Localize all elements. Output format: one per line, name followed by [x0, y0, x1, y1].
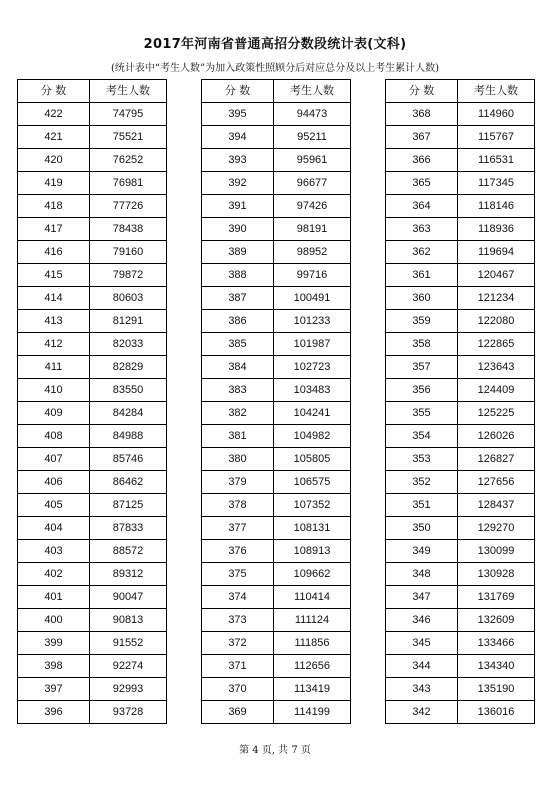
table-row	[202, 218, 351, 241]
table-row	[202, 586, 351, 609]
table-row	[18, 678, 167, 701]
score-cell: 378	[202, 494, 274, 517]
table-row	[202, 632, 351, 655]
score-cell: 396	[18, 701, 90, 724]
count-cell: 127656	[458, 471, 535, 494]
score-cell: 393	[202, 149, 274, 172]
count-cell: 94473	[274, 103, 351, 126]
score-cell: 345	[386, 632, 458, 655]
table-row	[18, 333, 167, 356]
count-cell: 119694	[458, 241, 535, 264]
score-cell: 348	[386, 563, 458, 586]
table-row	[386, 425, 535, 448]
score-cell: 391	[202, 195, 274, 218]
count-cell: 109662	[274, 563, 351, 586]
count-cell: 98952	[274, 241, 351, 264]
table-row	[18, 195, 167, 218]
count-cell: 79160	[90, 241, 167, 264]
count-cell: 111124	[274, 609, 351, 632]
count-cell: 105805	[274, 448, 351, 471]
count-cell: 107352	[274, 494, 351, 517]
table-row	[18, 126, 167, 149]
count-cell: 80603	[90, 287, 167, 310]
score-cell: 368	[386, 103, 458, 126]
score-cell: 385	[202, 333, 274, 356]
count-cell: 101233	[274, 310, 351, 333]
count-cell: 115767	[458, 126, 535, 149]
score-cell: 350	[386, 517, 458, 540]
table-row	[386, 402, 535, 425]
count-cell: 92993	[90, 678, 167, 701]
page-subtitle: (统计表中“考生人数”为加入政策性照顾分后对应总分及以上考生累计人数)	[110, 63, 440, 74]
table-row	[202, 287, 351, 310]
table-row	[386, 333, 535, 356]
table-row	[18, 632, 167, 655]
table-row	[202, 655, 351, 678]
score-cell: 370	[202, 678, 274, 701]
table-row	[202, 103, 351, 126]
score-cell: 377	[202, 517, 274, 540]
count-cell: 114960	[458, 103, 535, 126]
score-table-3	[385, 79, 535, 724]
score-cell: 353	[386, 448, 458, 471]
table-row	[386, 218, 535, 241]
score-cell: 343	[386, 678, 458, 701]
score-table-1	[17, 79, 167, 724]
score-cell: 412	[18, 333, 90, 356]
score-cell: 352	[386, 471, 458, 494]
score-table-2	[201, 79, 351, 724]
score-cell: 362	[386, 241, 458, 264]
score-cell: 395	[202, 103, 274, 126]
count-cell: 108131	[274, 517, 351, 540]
count-cell: 92274	[90, 655, 167, 678]
table-row	[386, 379, 535, 402]
count-cell: 82829	[90, 356, 167, 379]
count-cell: 133466	[458, 632, 535, 655]
score-cell: 392	[202, 172, 274, 195]
score-cell: 344	[386, 655, 458, 678]
score-cell: 404	[18, 517, 90, 540]
table-row	[202, 471, 351, 494]
table-row	[202, 310, 351, 333]
count-cell: 103483	[274, 379, 351, 402]
score-cell: 386	[202, 310, 274, 333]
table-row	[18, 103, 167, 126]
count-cell: 104982	[274, 425, 351, 448]
score-cell: 394	[202, 126, 274, 149]
header-count: 考生人数	[90, 80, 167, 103]
score-cell: 389	[202, 241, 274, 264]
table-row	[386, 678, 535, 701]
count-cell: 116531	[458, 149, 535, 172]
count-cell: 88572	[90, 540, 167, 563]
score-cell: 416	[18, 241, 90, 264]
count-cell: 86462	[90, 471, 167, 494]
score-cell: 346	[386, 609, 458, 632]
score-cell: 364	[386, 195, 458, 218]
count-cell: 81291	[90, 310, 167, 333]
table-row	[202, 379, 351, 402]
count-cell: 87833	[90, 517, 167, 540]
table-row	[202, 609, 351, 632]
score-cell: 351	[386, 494, 458, 517]
table-row	[202, 241, 351, 264]
table-row	[18, 379, 167, 402]
score-cell: 411	[18, 356, 90, 379]
count-cell: 76981	[90, 172, 167, 195]
table-row	[386, 264, 535, 287]
count-cell: 108913	[274, 540, 351, 563]
table-row	[386, 494, 535, 517]
table-row	[386, 448, 535, 471]
count-cell: 126026	[458, 425, 535, 448]
count-cell: 75521	[90, 126, 167, 149]
score-cell: 379	[202, 471, 274, 494]
table-row	[202, 494, 351, 517]
score-cell: 363	[386, 218, 458, 241]
table-row	[18, 287, 167, 310]
table-row	[386, 287, 535, 310]
count-cell: 123643	[458, 356, 535, 379]
score-cell: 366	[386, 149, 458, 172]
count-cell: 112656	[274, 655, 351, 678]
count-cell: 97426	[274, 195, 351, 218]
score-cell: 380	[202, 448, 274, 471]
score-cell: 374	[202, 586, 274, 609]
score-cell: 422	[18, 103, 90, 126]
count-cell: 77726	[90, 195, 167, 218]
count-cell: 134340	[458, 655, 535, 678]
table-row	[386, 563, 535, 586]
page-footer: 第 4 页, 共 7 页	[239, 745, 311, 756]
table-row	[202, 678, 351, 701]
count-cell: 132609	[458, 609, 535, 632]
table-row	[386, 310, 535, 333]
table-row	[18, 701, 167, 724]
table-row	[18, 149, 167, 172]
count-cell: 117345	[458, 172, 535, 195]
table-row	[386, 103, 535, 126]
table-row	[18, 655, 167, 678]
table-header-row	[202, 80, 351, 103]
count-cell: 122865	[458, 333, 535, 356]
score-cell: 371	[202, 655, 274, 678]
count-cell: 124409	[458, 379, 535, 402]
table-row	[386, 701, 535, 724]
count-cell: 95211	[274, 126, 351, 149]
table-row	[202, 540, 351, 563]
score-cell: 381	[202, 425, 274, 448]
table-row	[18, 264, 167, 287]
count-cell: 126827	[458, 448, 535, 471]
table-row	[386, 632, 535, 655]
score-cell: 401	[18, 586, 90, 609]
table-row	[18, 471, 167, 494]
count-cell: 104241	[274, 402, 351, 425]
score-cell: 356	[386, 379, 458, 402]
table-header-row	[18, 80, 167, 103]
score-cell: 397	[18, 678, 90, 701]
table-row	[18, 218, 167, 241]
score-cell: 355	[386, 402, 458, 425]
count-cell: 79872	[90, 264, 167, 287]
score-cell: 409	[18, 402, 90, 425]
count-cell: 129270	[458, 517, 535, 540]
table-row	[202, 149, 351, 172]
score-cell: 361	[386, 264, 458, 287]
table-row	[18, 402, 167, 425]
table-row	[202, 333, 351, 356]
score-cell: 367	[386, 126, 458, 149]
score-cell: 342	[386, 701, 458, 724]
score-cell: 360	[386, 287, 458, 310]
count-cell: 125225	[458, 402, 535, 425]
table-row	[202, 448, 351, 471]
score-cell: 405	[18, 494, 90, 517]
table-row	[386, 609, 535, 632]
count-cell: 90047	[90, 586, 167, 609]
page-title: 2017年河南省普通高招分数段统计表(文科)	[143, 37, 407, 52]
table-row	[386, 149, 535, 172]
count-cell: 128437	[458, 494, 535, 517]
table-row	[18, 517, 167, 540]
table-row	[386, 356, 535, 379]
table-row	[18, 540, 167, 563]
count-cell: 96677	[274, 172, 351, 195]
table-row	[386, 517, 535, 540]
score-cell: 398	[18, 655, 90, 678]
table-row	[202, 517, 351, 540]
score-cell: 414	[18, 287, 90, 310]
table-row	[202, 172, 351, 195]
count-cell: 120467	[458, 264, 535, 287]
table-row	[386, 172, 535, 195]
score-cell: 354	[386, 425, 458, 448]
count-cell: 113419	[274, 678, 351, 701]
table-row	[18, 356, 167, 379]
count-cell: 78438	[90, 218, 167, 241]
table-row	[386, 241, 535, 264]
count-cell: 82033	[90, 333, 167, 356]
header-score: 分 数	[202, 80, 274, 103]
table-row	[202, 126, 351, 149]
count-cell: 111856	[274, 632, 351, 655]
score-cell: 408	[18, 425, 90, 448]
table-row	[18, 310, 167, 333]
score-cell: 388	[202, 264, 274, 287]
header-count: 考生人数	[274, 80, 351, 103]
score-cell: 399	[18, 632, 90, 655]
score-cell: 421	[18, 126, 90, 149]
table-row	[202, 264, 351, 287]
table-header-row	[386, 80, 535, 103]
table-row	[386, 126, 535, 149]
score-cell: 372	[202, 632, 274, 655]
count-cell: 89312	[90, 563, 167, 586]
score-cell: 349	[386, 540, 458, 563]
count-cell: 100491	[274, 287, 351, 310]
count-cell: 131769	[458, 586, 535, 609]
count-cell: 76252	[90, 149, 167, 172]
table-row	[202, 701, 351, 724]
count-cell: 85746	[90, 448, 167, 471]
count-cell: 83550	[90, 379, 167, 402]
score-cell: 415	[18, 264, 90, 287]
score-cell: 406	[18, 471, 90, 494]
count-cell: 130928	[458, 563, 535, 586]
score-cell: 413	[18, 310, 90, 333]
table-row	[18, 241, 167, 264]
score-cell: 382	[202, 402, 274, 425]
score-cell: 402	[18, 563, 90, 586]
count-cell: 98191	[274, 218, 351, 241]
table-row	[386, 195, 535, 218]
header-score: 分 数	[386, 80, 458, 103]
score-cell: 410	[18, 379, 90, 402]
score-cell: 376	[202, 540, 274, 563]
score-cell: 359	[386, 310, 458, 333]
count-cell: 110414	[274, 586, 351, 609]
count-cell: 84284	[90, 402, 167, 425]
count-cell: 118146	[458, 195, 535, 218]
count-cell: 122080	[458, 310, 535, 333]
score-cell: 369	[202, 701, 274, 724]
count-cell: 130099	[458, 540, 535, 563]
table-row	[18, 563, 167, 586]
count-cell: 74795	[90, 103, 167, 126]
score-cell: 375	[202, 563, 274, 586]
count-cell: 135190	[458, 678, 535, 701]
score-cell: 419	[18, 172, 90, 195]
score-cell: 347	[386, 586, 458, 609]
table-row	[18, 425, 167, 448]
score-cell: 387	[202, 287, 274, 310]
table-row	[202, 402, 351, 425]
count-cell: 90813	[90, 609, 167, 632]
count-cell: 102723	[274, 356, 351, 379]
table-row	[386, 540, 535, 563]
table-row	[18, 494, 167, 517]
score-cell: 365	[386, 172, 458, 195]
count-cell: 101987	[274, 333, 351, 356]
count-cell: 93728	[90, 701, 167, 724]
table-row	[18, 172, 167, 195]
score-cell: 403	[18, 540, 90, 563]
count-cell: 87125	[90, 494, 167, 517]
count-cell: 106575	[274, 471, 351, 494]
score-cell: 418	[18, 195, 90, 218]
count-cell: 99716	[274, 264, 351, 287]
header-score: 分 数	[18, 80, 90, 103]
score-cell: 384	[202, 356, 274, 379]
count-cell: 121234	[458, 287, 535, 310]
score-cell: 407	[18, 448, 90, 471]
table-row	[386, 471, 535, 494]
table-row	[202, 356, 351, 379]
score-cell: 417	[18, 218, 90, 241]
count-cell: 118936	[458, 218, 535, 241]
table-row	[18, 448, 167, 471]
score-cell: 357	[386, 356, 458, 379]
count-cell: 136016	[458, 701, 535, 724]
score-cell: 390	[202, 218, 274, 241]
table-row	[18, 586, 167, 609]
table-row	[386, 655, 535, 678]
score-cell: 400	[18, 609, 90, 632]
table-row	[202, 563, 351, 586]
score-cell: 420	[18, 149, 90, 172]
count-cell: 114199	[274, 701, 351, 724]
count-cell: 95961	[274, 149, 351, 172]
score-cell: 383	[202, 379, 274, 402]
table-row	[202, 195, 351, 218]
header-count: 考生人数	[458, 80, 535, 103]
table-row	[202, 425, 351, 448]
table-row	[386, 586, 535, 609]
count-cell: 91552	[90, 632, 167, 655]
score-cell: 373	[202, 609, 274, 632]
table-row	[18, 609, 167, 632]
count-cell: 84988	[90, 425, 167, 448]
score-cell: 358	[386, 333, 458, 356]
